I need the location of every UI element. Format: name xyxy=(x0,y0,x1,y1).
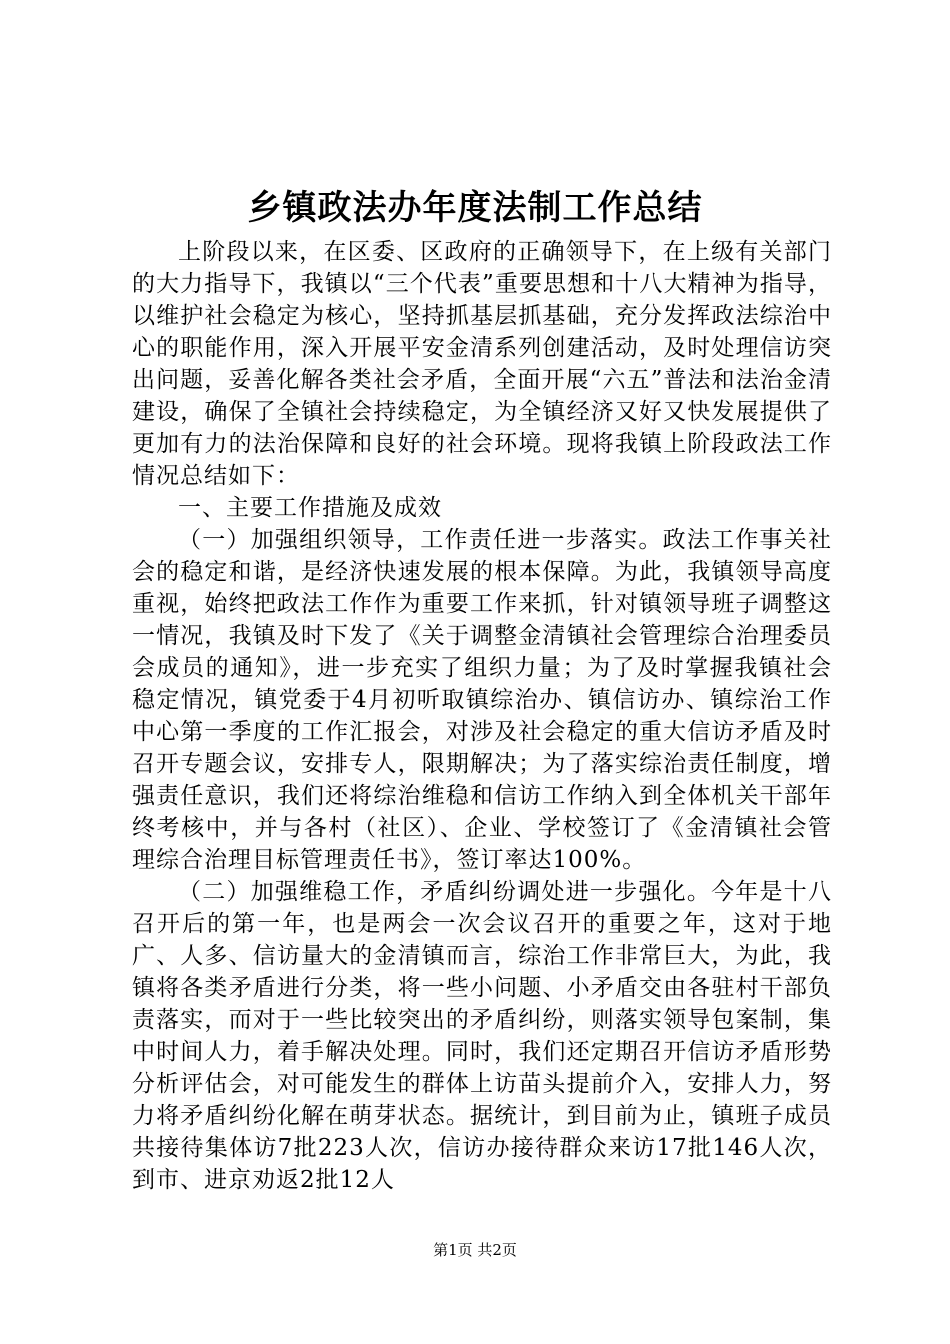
section-heading: 一、主要工作措施及成效 xyxy=(178,495,442,521)
document-body xyxy=(132,236,832,1196)
page-number: 第1页 共2页 xyxy=(433,1241,517,1259)
paragraph-organization: （一）加强组织领导，工作责任进一步落实。政法工作事关社会的稳定和谐，是经济快速发展的根本保障。为此，我镇领导高度重视，始终把政法工作作为重要工作来抓，针对镇领导班子调整这一情况，我镇及时下发了《关于调整金清镇社会管理综合治理委员会成员的通知》，进一步充实了组织力量；为了及时掌握我镇社会稳定情况，镇党委于4月初听取镇综治办、镇信访办、镇综治工作中心第一季度的工作汇报会，对涉及社会稳定的重大信访矛盾及时召开专题会议，安排专人，限期解决；为了落实综治责任制度，增强责任意识，我们还将综治维稳和信访工作纳入到全体机关干部年终考核中，并与各村（社区）、企业、学校签订了《金清镇社会管理综合治理目标管理责任书》，签订率达100%。 xyxy=(132,527,832,873)
paragraph-stability: （二）加强维稳工作，矛盾纠纷调处进一步强化。今年是十八召开后的第一年，也是两会一次会议召开的重要之年，这对于地广、人多、信访量大的金清镇而言，综治工作非常巨大，为此，我镇将各类矛盾进行分类，将一些小问题、小矛盾交由各驻村干部负责落实，而对于一些比较突出的矛盾纠纷，则落实领导包案制，集中时间人力，着手解决处理。同时，我们还定期召开信访矛盾形势分析评估会，对可能发生的群体上访苗头提前介入，安排人力，努力将矛盾纠纷化解在萌芽状态。据统计，到目前为止，镇班子成员共接待集体访7批223人次，信访办接待群众来访17批146人次，到市、进京劝返2批12人 xyxy=(132,879,832,1193)
document-title: 乡镇政法办年度法制工作总结 xyxy=(247,188,703,228)
paragraph-intro: 上阶段以来，在区委、区政府的正确领导下，在上级有关部门的大力指导下，我镇以“三个代表”重要思想和十八大精神为指导，以维护社会稳定为核心，坚持抓基层抓基础，充分发挥政法综治中心的职能作用，深入开展平安金清系列创建活动，及时处理信访突出问题，妥善化解各类社会矛盾，全面开展“六五”普法和法治金清建设，确保了全镇社会持续稳定，为全镇经济又好又快发展提供了更加有力的法治保障和良好的社会环境。现将我镇上阶段政法工作情况总结如下： xyxy=(132,239,832,489)
